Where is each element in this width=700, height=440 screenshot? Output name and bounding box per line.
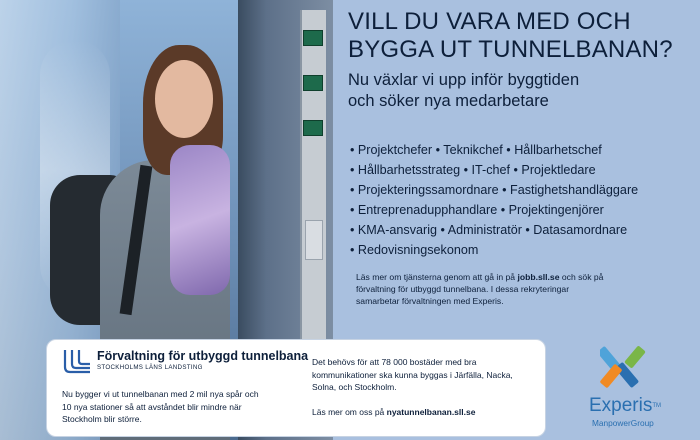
job-roles-line: • Entreprenadupphandlare • Projektingenjörer [350, 203, 604, 217]
photo-green-sign [303, 120, 323, 136]
photo-woman-scarf [170, 145, 230, 295]
info-box [46, 339, 546, 437]
info-left-line: Nu bygger vi ut tunnelbanan med 2 mil nya spår och [62, 389, 259, 399]
job-roles-line: • Hållbarhetsstrateg • IT-chef • Projektledare [350, 163, 596, 177]
read-more-text: och sök på [559, 272, 604, 282]
photo-green-sign [303, 75, 323, 91]
experis-name: Experis [589, 395, 653, 416]
read-more-paragraph [356, 271, 691, 307]
info-right-paragraph [312, 356, 537, 418]
info-right-link-line [312, 406, 537, 419]
experis-subbrand: ManpowerGroup [592, 418, 654, 428]
info-left-paragraph [62, 388, 287, 426]
photo-door-button-panel [305, 220, 323, 260]
photo-woman-face [155, 60, 213, 138]
headline [348, 8, 693, 64]
read-more-line: samarbetar förvaltningen med Experis. [356, 296, 504, 306]
job-roles-line: • Projektchefer • Teknikchef • Hållbarhetschef [350, 143, 602, 157]
job-roles-line: • KMA-ansvarig • Administratör • Datasamordnare [350, 223, 628, 237]
photo-green-sign [303, 30, 323, 46]
sll-logo-icon [62, 350, 92, 374]
job-roles-line: • Redovisningsekonom [350, 243, 479, 257]
job-roles-line: • Projekteringssamordnare • Fastighetshandläggare [350, 183, 639, 197]
experis-logo-icon [600, 342, 648, 390]
headline-line: BYGGA UT TUNNELBANAN? [348, 36, 673, 63]
read-more-text: Läs mer om tjänsterna genom att gå in på [356, 272, 518, 282]
trademark-mark: TM [652, 403, 662, 409]
info-link-prefix: Läs mer om oss på [312, 406, 387, 417]
headline-line: VILL DU VARA MED OCH [348, 8, 631, 35]
read-more-line [356, 271, 691, 283]
read-more-line: förvaltning för utbyggd tunnelbana. I dessa rekryteringar [356, 284, 570, 294]
info-right-line: Det behövs för att 78 000 bostäder med bra [312, 357, 477, 367]
subheadline-line: Nu växlar vi upp inför byggtiden [348, 71, 580, 89]
job-roles-list [350, 140, 695, 260]
info-left-line: Stockholm blir större. [62, 414, 142, 424]
info-left-line: 10 nya stationer så att avståndet blir mindre när [62, 401, 242, 412]
experis-wordmark [589, 396, 661, 416]
org-name: Förvaltning för utbyggd tunnelbana [97, 349, 309, 363]
info-right-line: Solna, och Stockholm. [312, 382, 397, 392]
jobs-link[interactable]: jobb.sll.se [517, 272, 560, 282]
org-subtitle: STOCKHOLMS LÄNS LANDSTING [97, 364, 203, 371]
website-link[interactable]: nyatunnelbanan.sll.se [386, 406, 476, 417]
subheadline [348, 70, 693, 112]
subheadline-line: och söker nya medarbetare [348, 92, 549, 110]
info-right-line: kommunikationer ska kunna byggas i Järfälla, Nacka, [312, 369, 513, 380]
